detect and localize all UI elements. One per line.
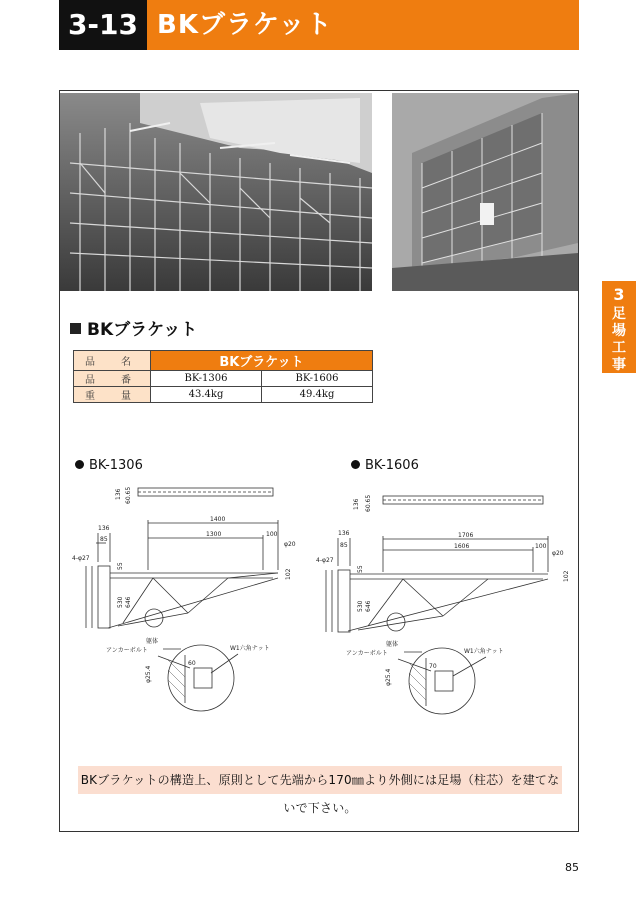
dim-102: 102 (563, 570, 570, 582)
dim-646: 646 (125, 596, 132, 608)
dim-136: 136 (338, 530, 350, 537)
section-title-text: BKブラケット (87, 320, 198, 340)
product-name-cell: BKブラケット (151, 351, 373, 371)
dim-len-inner: 1300 (206, 531, 222, 538)
spec-table (73, 350, 373, 403)
chapter-label: 足場工事 (612, 306, 626, 373)
dim-phi20: φ20 (284, 541, 296, 548)
bullet-icon (351, 460, 360, 469)
dim-100: 100 (535, 543, 547, 550)
dim-top-h2: 60.65 (365, 494, 372, 512)
dim-len-total: 1706 (458, 532, 474, 539)
drawing-bk-1306 (72, 478, 308, 722)
bullet-icon (75, 460, 84, 469)
section-number: 3-13 (59, 0, 147, 50)
dim-phi254: φ25.4 (385, 668, 392, 686)
dim-len-inner: 1606 (454, 543, 470, 550)
label-nut: W1六角ナット (230, 645, 270, 652)
table-row (74, 371, 373, 387)
dim-70: 70 (429, 663, 437, 670)
table-row (74, 387, 373, 403)
caution-note: BKブラケットの構造上、原則として先端から170㎜より外側には足場（柱芯）を建てないで下さい。 (78, 766, 562, 794)
table-row (74, 351, 373, 371)
dim-top-h2: 60.65 (125, 486, 132, 504)
weight-cell-1306: 43.4kg (151, 387, 262, 403)
weight-cell-1606: 49.4kg (262, 387, 373, 403)
dim-phi254: φ25.4 (145, 665, 152, 683)
label-anchor: アンカーボルト (106, 647, 148, 654)
code-cell-1606: BK-1606 (262, 371, 373, 387)
dim-530: 530 (357, 600, 364, 612)
page-header (59, 0, 579, 50)
dim-55: 55 (357, 565, 364, 573)
row-label-code: 品 番 (74, 371, 151, 387)
code-cell-1306: BK-1306 (151, 371, 262, 387)
dim-hole: 4-φ27 (72, 555, 90, 562)
model-label-1306 (75, 458, 143, 473)
dim-top-h1: 136 (353, 498, 360, 510)
page-title: BKブラケット (157, 10, 333, 40)
dim-646: 646 (365, 600, 372, 612)
technical-drawing (72, 478, 308, 718)
drawing-bk-1606 (318, 478, 574, 722)
dim-len-total: 1400 (210, 516, 226, 523)
row-label-name: 品 名 (74, 351, 151, 371)
label-body: 躯体 (386, 641, 399, 648)
scaffold-photo-left (60, 93, 372, 291)
model-label-text: BK-1606 (365, 458, 419, 473)
chapter-tab (602, 281, 636, 373)
dim-102: 102 (285, 568, 292, 580)
row-label-weight: 重 量 (74, 387, 151, 403)
chapter-number: 3 (613, 285, 625, 304)
dim-top-h1: 136 (115, 488, 122, 500)
model-label-text: BK-1306 (89, 458, 143, 473)
label-body: 躯体 (146, 638, 159, 645)
label-anchor: アンカーボルト (346, 650, 388, 657)
scaffold-photo-right (392, 93, 578, 291)
technical-drawing (318, 478, 574, 718)
photo-strip (60, 91, 578, 293)
dim-60: 60 (188, 660, 196, 667)
dim-85: 85 (340, 542, 348, 549)
dim-530: 530 (117, 596, 124, 608)
model-label-1606 (351, 458, 419, 473)
dim-85: 85 (100, 536, 108, 543)
dim-hole: 4-φ27 (316, 557, 334, 564)
dim-136: 136 (98, 525, 110, 532)
square-bullet-icon (70, 323, 81, 334)
page-number: 85 (565, 861, 579, 874)
label-nut: W1六角ナット (464, 648, 504, 655)
dim-phi20: φ20 (552, 550, 564, 557)
dim-100: 100 (266, 531, 278, 538)
dim-55: 55 (117, 562, 124, 570)
section-title (70, 315, 197, 340)
